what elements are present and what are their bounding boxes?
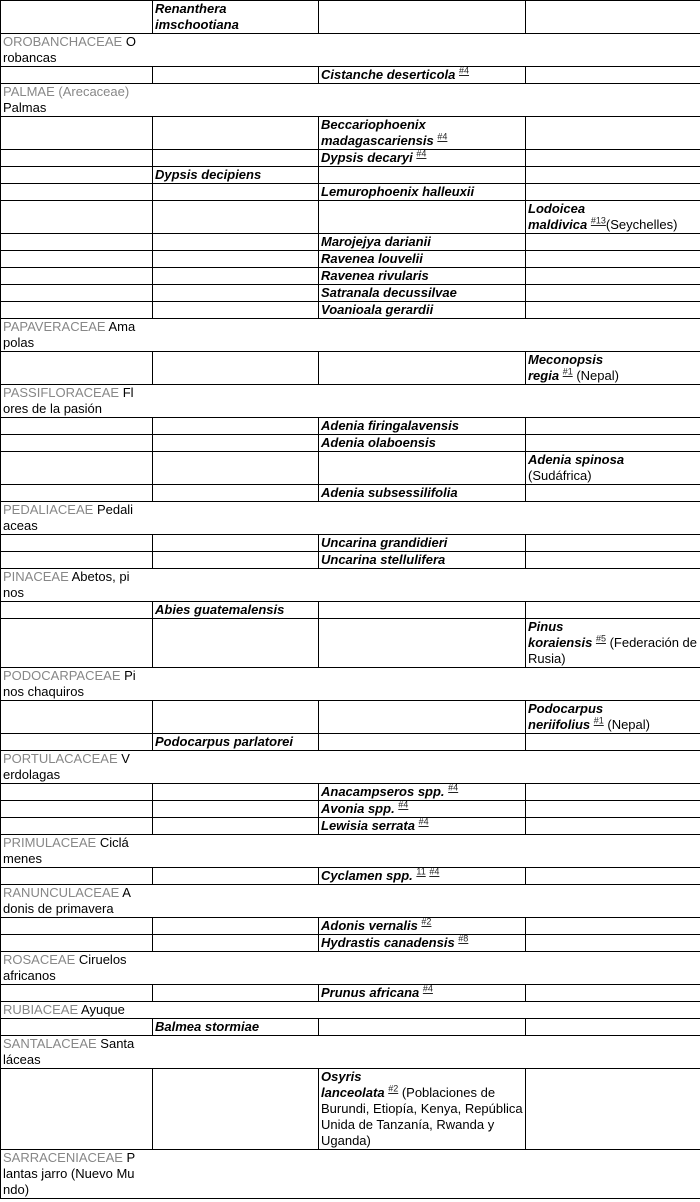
distribution-note: (Federación de Rusia) — [528, 635, 698, 666]
empty-cell — [1, 352, 153, 385]
family-cell — [1, 1150, 700, 1199]
species-name: regia — [528, 368, 563, 383]
family-label — [3, 835, 136, 867]
empty-cell — [153, 150, 319, 167]
family-cell — [1, 84, 700, 117]
family-cell — [1, 668, 700, 701]
family-row — [1, 1150, 700, 1199]
family-cell — [1, 1036, 700, 1069]
species-name: Cyclamen spp. — [321, 868, 417, 883]
family-latin-name: PAPAVERACEAE — [3, 319, 109, 334]
empty-cell — [526, 117, 700, 150]
empty-cell — [153, 552, 319, 569]
annotation-link[interactable]: #4 — [418, 817, 429, 827]
annotation-link[interactable]: #4 — [422, 984, 433, 994]
species-name: maldivica — [528, 217, 591, 232]
empty-cell — [1, 1069, 153, 1150]
species-table-body — [1, 1, 700, 1199]
empty-cell — [1, 818, 153, 835]
annotation-link[interactable]: #4 — [437, 131, 448, 142]
species-cell — [319, 918, 526, 935]
family-cell — [1, 885, 700, 918]
empty-cell — [526, 535, 700, 552]
empty-cell — [319, 201, 526, 234]
empty-cell — [319, 602, 526, 619]
species-row — [1, 285, 700, 302]
annotation-link[interactable]: #4 — [429, 867, 440, 877]
species-name: Lewisia serrata — [321, 818, 419, 833]
annotation-link[interactable]: #13 — [590, 215, 606, 226]
empty-cell — [526, 868, 700, 885]
species-cell — [319, 801, 526, 818]
family-common-name: Orobancas — [3, 34, 136, 65]
species-row — [1, 535, 700, 552]
empty-cell — [153, 1069, 319, 1150]
species-row — [1, 619, 700, 668]
empty-cell — [153, 302, 319, 319]
species-name: Dypsis decaryi — [321, 150, 417, 165]
empty-cell — [319, 701, 526, 734]
empty-cell — [1, 251, 153, 268]
empty-cell — [1, 201, 153, 234]
species-cell — [319, 1069, 526, 1150]
empty-cell — [153, 918, 319, 935]
species-cell — [319, 985, 526, 1002]
family-latin-name: PRIMULACEAE — [3, 835, 100, 850]
species-cell — [319, 285, 526, 302]
family-cell — [1, 569, 700, 602]
annotation-link[interactable]: #4 — [459, 66, 470, 76]
family-common-name: Santaláceas — [3, 1036, 135, 1067]
family-label — [3, 1002, 136, 1018]
empty-cell — [153, 67, 319, 84]
empty-cell — [1, 701, 153, 734]
empty-cell — [319, 352, 526, 385]
species-name: Adenia spinosa — [528, 452, 625, 467]
empty-cell — [526, 67, 700, 84]
species-name: Dypsis decipiens — [155, 167, 262, 182]
family-common-name: Adonis de primavera — [3, 885, 131, 916]
species-name: Beccariophoenix madagascariensis — [321, 117, 438, 148]
family-common-name: Pinos chaquiros — [3, 668, 136, 699]
empty-cell — [526, 1, 700, 34]
empty-cell — [153, 485, 319, 502]
species-row — [1, 435, 700, 452]
species-cell — [319, 784, 526, 801]
species-row — [1, 868, 700, 885]
family-common-name: Flores de la pasión — [3, 385, 134, 416]
family-cell — [1, 502, 700, 535]
species-row — [1, 201, 700, 234]
empty-cell — [526, 485, 700, 502]
empty-cell — [153, 868, 319, 885]
species-row — [1, 251, 700, 268]
empty-cell — [153, 801, 319, 818]
empty-cell — [526, 818, 700, 835]
species-name: koraiensis — [528, 635, 596, 650]
empty-cell — [319, 1019, 526, 1036]
empty-cell — [153, 818, 319, 835]
species-row — [1, 67, 700, 84]
species-name: Podocarpus parlatorei — [155, 734, 293, 749]
species-row — [1, 167, 700, 184]
empty-cell — [526, 285, 700, 302]
species-row — [1, 150, 700, 167]
empty-cell — [526, 602, 700, 619]
species-cell — [526, 201, 700, 234]
family-latin-name: PINACEAE — [3, 569, 72, 584]
family-common-name: Verdolagas — [3, 751, 130, 782]
species-name: Ravenea rivularis — [321, 268, 429, 283]
family-row — [1, 1036, 700, 1069]
species-name: Osyris — [321, 1069, 362, 1084]
empty-cell — [153, 784, 319, 801]
family-label — [3, 34, 136, 66]
species-row — [1, 935, 700, 952]
empty-cell — [153, 201, 319, 234]
species-row — [1, 918, 700, 935]
family-latin-name: PALMAE (Arecaceae) — [3, 84, 130, 99]
empty-cell — [526, 435, 700, 452]
family-label — [3, 885, 136, 917]
empty-cell — [1, 452, 153, 485]
species-row — [1, 701, 700, 734]
empty-cell — [526, 935, 700, 952]
family-common-name: Pedaliaceas — [3, 502, 134, 533]
empty-cell — [153, 234, 319, 251]
empty-cell — [1, 302, 153, 319]
species-cell — [153, 1019, 319, 1036]
species-name: Anacampseros spp. — [321, 784, 449, 799]
species-cell — [319, 251, 526, 268]
family-row — [1, 1002, 700, 1019]
annotation-link[interactable]: #4 — [398, 800, 409, 810]
family-latin-name: SANTALACEAE — [3, 1036, 101, 1051]
distribution-note: (Nepal) — [572, 368, 619, 383]
species-row — [1, 734, 700, 751]
species-name: Renanthera — [155, 1, 227, 16]
species-cell — [319, 302, 526, 319]
species-cell — [319, 150, 526, 167]
species-cell — [319, 234, 526, 251]
empty-cell — [319, 452, 526, 485]
empty-cell — [1, 150, 153, 167]
species-name: Pinus — [528, 619, 564, 634]
empty-cell — [1, 184, 153, 201]
empty-cell — [153, 251, 319, 268]
family-row — [1, 502, 700, 535]
species-name: Voanioala gerardii — [321, 302, 434, 317]
empty-cell — [1, 918, 153, 935]
family-row — [1, 385, 700, 418]
empty-cell — [526, 1019, 700, 1036]
species-row — [1, 1019, 700, 1036]
empty-cell — [153, 535, 319, 552]
species-row — [1, 1, 700, 34]
empty-cell — [1, 418, 153, 435]
family-row — [1, 751, 700, 784]
empty-cell — [1, 435, 153, 452]
family-cell — [1, 835, 700, 868]
species-cell — [319, 818, 526, 835]
species-row — [1, 184, 700, 201]
family-label — [3, 1150, 136, 1198]
empty-cell — [1, 619, 153, 668]
species-cell — [319, 184, 526, 201]
family-latin-name: ROSACEAE — [3, 952, 79, 967]
species-cell — [319, 552, 526, 569]
empty-cell — [153, 452, 319, 485]
species-name: Podocarpus — [528, 701, 604, 716]
species-name: Marojejya darianii — [321, 234, 431, 249]
species-name: imschootiana — [155, 17, 239, 32]
species-cell — [319, 117, 526, 150]
annotation-link[interactable]: #2 — [388, 1083, 399, 1094]
species-name: Adonis vernalis — [321, 918, 422, 933]
species-cell — [526, 619, 700, 668]
species-name: Satranala decussilvae — [321, 285, 457, 300]
empty-cell — [153, 619, 319, 668]
annotation-link[interactable]: #5 — [595, 633, 606, 644]
empty-cell — [1, 167, 153, 184]
family-label — [3, 502, 136, 534]
empty-cell — [526, 784, 700, 801]
empty-cell — [526, 150, 700, 167]
species-cell — [153, 602, 319, 619]
family-label — [3, 1036, 136, 1068]
empty-cell — [1, 801, 153, 818]
distribution-note: (Nepal) — [603, 717, 650, 732]
distribution-note: (Poblaciones de Burundi, Etiopía, Kenya, República Unida de Tanzanía, Rwanda y Uganda) — [321, 1085, 523, 1148]
empty-cell — [526, 268, 700, 285]
empty-cell — [1, 67, 153, 84]
family-cell — [1, 34, 700, 67]
annotation-link[interactable]: #8 — [458, 934, 469, 944]
family-latin-name: PODOCARPACEAE — [3, 668, 125, 683]
family-latin-name: RANUNCULACEAE — [3, 885, 123, 900]
species-row — [1, 784, 700, 801]
empty-cell — [319, 1, 526, 34]
empty-cell — [153, 935, 319, 952]
empty-cell — [526, 552, 700, 569]
species-name: Ravenea louvelii — [321, 251, 423, 266]
annotation-link[interactable]: 11 — [416, 867, 426, 877]
family-label — [3, 952, 136, 984]
empty-cell — [1, 485, 153, 502]
empty-cell — [526, 234, 700, 251]
empty-cell — [1, 234, 153, 251]
species-cell — [319, 535, 526, 552]
family-latin-name: SARRACENIACEAE — [3, 1150, 127, 1165]
empty-cell — [526, 801, 700, 818]
species-row — [1, 117, 700, 150]
family-common-name: Palmas — [3, 100, 47, 115]
empty-cell — [153, 418, 319, 435]
species-row — [1, 302, 700, 319]
empty-cell — [1, 268, 153, 285]
annotation-link[interactable]: #1 — [562, 366, 573, 377]
empty-cell — [526, 302, 700, 319]
species-name: Prunus africana — [321, 985, 423, 1000]
family-row — [1, 952, 700, 985]
species-cell — [319, 268, 526, 285]
family-row — [1, 34, 700, 67]
annotation-link[interactable]: #1 — [593, 715, 604, 726]
empty-cell — [526, 918, 700, 935]
distribution-note: (Sudáfrica) — [528, 468, 592, 483]
family-label — [3, 319, 136, 351]
species-name: Cistanche deserticola — [321, 67, 459, 82]
family-cell — [1, 385, 700, 418]
empty-cell — [1, 784, 153, 801]
empty-cell — [153, 352, 319, 385]
empty-cell — [153, 701, 319, 734]
family-latin-name: PORTULACACEAE — [3, 751, 122, 766]
family-common-name: Amapolas — [3, 319, 136, 350]
empty-cell — [1, 734, 153, 751]
species-row — [1, 268, 700, 285]
species-name: Uncarina stellulifera — [321, 552, 446, 567]
family-row — [1, 84, 700, 117]
species-row — [1, 1069, 700, 1150]
family-row — [1, 569, 700, 602]
species-cell — [319, 935, 526, 952]
empty-cell — [1, 117, 153, 150]
family-common-name: Ciruelos africanos — [3, 952, 127, 983]
species-name: Lodoicea — [528, 201, 586, 216]
species-cell — [153, 167, 319, 184]
species-cell — [526, 452, 700, 485]
species-cell — [153, 1, 319, 34]
species-name: Balmea stormiae — [155, 1019, 260, 1034]
species-cell — [319, 435, 526, 452]
empty-cell — [526, 1069, 700, 1150]
family-label — [3, 84, 136, 116]
annotation-link[interactable]: #2 — [421, 917, 432, 927]
species-row — [1, 418, 700, 435]
empty-cell — [1, 935, 153, 952]
empty-cell — [319, 734, 526, 751]
family-common-name: Ciclámenes — [3, 835, 129, 866]
family-row — [1, 319, 700, 352]
species-row — [1, 602, 700, 619]
empty-cell — [153, 117, 319, 150]
empty-cell — [1, 985, 153, 1002]
empty-cell — [153, 285, 319, 302]
empty-cell — [526, 184, 700, 201]
species-name: Avonia spp. — [321, 801, 399, 816]
species-name: neriifolius — [528, 717, 594, 732]
species-row — [1, 352, 700, 385]
empty-cell — [526, 418, 700, 435]
family-cell — [1, 952, 700, 985]
empty-cell — [153, 435, 319, 452]
annotation-link[interactable]: #4 — [448, 783, 459, 793]
family-latin-name: RUBIACEAE — [3, 1002, 82, 1017]
empty-cell — [1, 552, 153, 569]
species-row — [1, 818, 700, 835]
empty-cell — [1, 285, 153, 302]
empty-cell — [1, 1, 153, 34]
distribution-note: (Seychelles) — [605, 217, 678, 232]
family-cell — [1, 319, 700, 352]
family-label — [3, 569, 136, 601]
family-row — [1, 835, 700, 868]
species-cell — [319, 67, 526, 84]
empty-cell — [526, 167, 700, 184]
family-row — [1, 668, 700, 701]
empty-cell — [153, 184, 319, 201]
family-label — [3, 385, 136, 417]
empty-cell — [526, 734, 700, 751]
species-name: Adenia olaboensis — [321, 435, 436, 450]
family-common-name: Abetos, pinos — [3, 569, 130, 600]
species-row — [1, 234, 700, 251]
family-common-name: Ayuque — [81, 1002, 125, 1017]
empty-cell — [319, 167, 526, 184]
family-common-name: Plantas jarro (Nuevo Mundo) — [3, 1150, 136, 1197]
empty-cell — [1, 1019, 153, 1036]
empty-cell — [153, 268, 319, 285]
empty-cell — [1, 868, 153, 885]
family-cell — [1, 1002, 700, 1019]
family-latin-name: PASSIFLORACEAE — [3, 385, 123, 400]
family-cell — [1, 751, 700, 784]
species-row — [1, 801, 700, 818]
family-row — [1, 885, 700, 918]
family-label — [3, 751, 136, 783]
species-name: Lemurophoenix halleuxii — [321, 184, 475, 199]
empty-cell — [319, 619, 526, 668]
species-name: Hydrastis canadensis — [321, 935, 459, 950]
species-name: Adenia firingalavensis — [321, 418, 459, 433]
species-cell — [153, 734, 319, 751]
empty-cell — [153, 985, 319, 1002]
family-latin-name: OROBANCHACEAE — [3, 34, 126, 49]
species-name: Adenia subsessilifolia — [321, 485, 458, 500]
empty-cell — [1, 602, 153, 619]
empty-cell — [526, 251, 700, 268]
empty-cell — [526, 985, 700, 1002]
species-cell — [526, 352, 700, 385]
species-cell — [526, 701, 700, 734]
species-row — [1, 485, 700, 502]
family-latin-name: PEDALIACEAE — [3, 502, 97, 517]
annotation-link[interactable]: #4 — [416, 149, 427, 159]
species-row — [1, 452, 700, 485]
empty-cell — [1, 535, 153, 552]
family-label — [3, 668, 136, 700]
species-name: Meconopsis — [528, 352, 604, 367]
species-name: Abies guatemalensis — [155, 602, 285, 617]
species-row — [1, 985, 700, 1002]
species-cell — [319, 868, 526, 885]
species-cell — [319, 418, 526, 435]
species-cell — [319, 485, 526, 502]
species-row — [1, 552, 700, 569]
species-name: lanceolata — [321, 1085, 389, 1100]
species-name: Uncarina grandidieri — [321, 535, 448, 550]
